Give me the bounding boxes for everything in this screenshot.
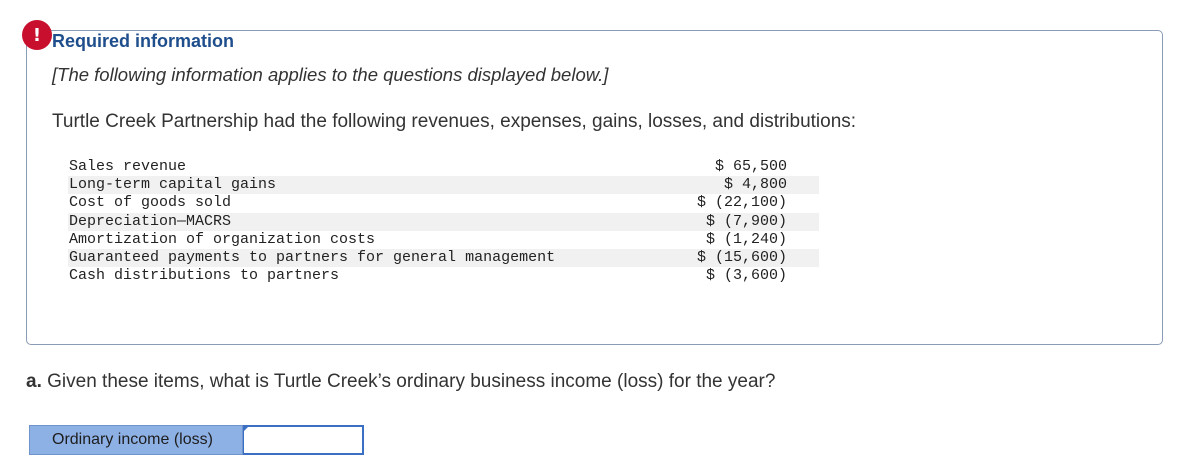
financial-items-table (68, 158, 819, 285)
intro-text: Turtle Creek Partnership had the following revenues, expenses, gains, losses, and distributions: (52, 111, 857, 132)
question-a (26, 371, 775, 393)
alert-icon: ! (22, 20, 52, 50)
question-prefix: a. (26, 371, 42, 392)
item-label: Depreciation—MACRS (68, 213, 667, 231)
ordinary-income-input[interactable] (243, 425, 364, 455)
item-value: $ (1,240) (705, 230, 787, 248)
item-value: $ 65,500 (714, 158, 787, 176)
table-row (68, 267, 819, 285)
item-value: $ (15,600) (667, 249, 819, 267)
item-value: $ (7,900) (667, 213, 819, 231)
ordinary-income-input-wrap (243, 425, 364, 455)
item-value: $ (22,100) (696, 194, 787, 212)
item-label: Guaranteed payments to partners for general management (68, 249, 667, 267)
applies-note: [The following information applies to the questions displayed below.] (52, 64, 609, 85)
table-row (68, 213, 819, 231)
item-label: Cash distributions to partners (69, 267, 340, 285)
table-row (68, 176, 819, 194)
item-label: Sales revenue (69, 158, 187, 176)
required-information-title: Required information (52, 31, 235, 51)
item-label: Amortization of organization costs (69, 230, 376, 248)
answer-row (29, 425, 364, 455)
item-label: Long-term capital gains (68, 176, 667, 194)
item-value: $ (3,600) (705, 267, 787, 285)
table-row (68, 158, 819, 176)
ordinary-income-label: Ordinary income (loss) (29, 425, 243, 455)
item-value: $ 4,800 (667, 176, 819, 194)
item-label: Cost of goods sold (69, 194, 232, 212)
table-row (68, 231, 819, 249)
table-row (68, 249, 819, 267)
table-row (68, 194, 819, 212)
question-text: Given these items, what is Turtle Creek’s ordinary business income (loss) for the year? (47, 371, 776, 392)
input-corner-marker (243, 425, 250, 432)
